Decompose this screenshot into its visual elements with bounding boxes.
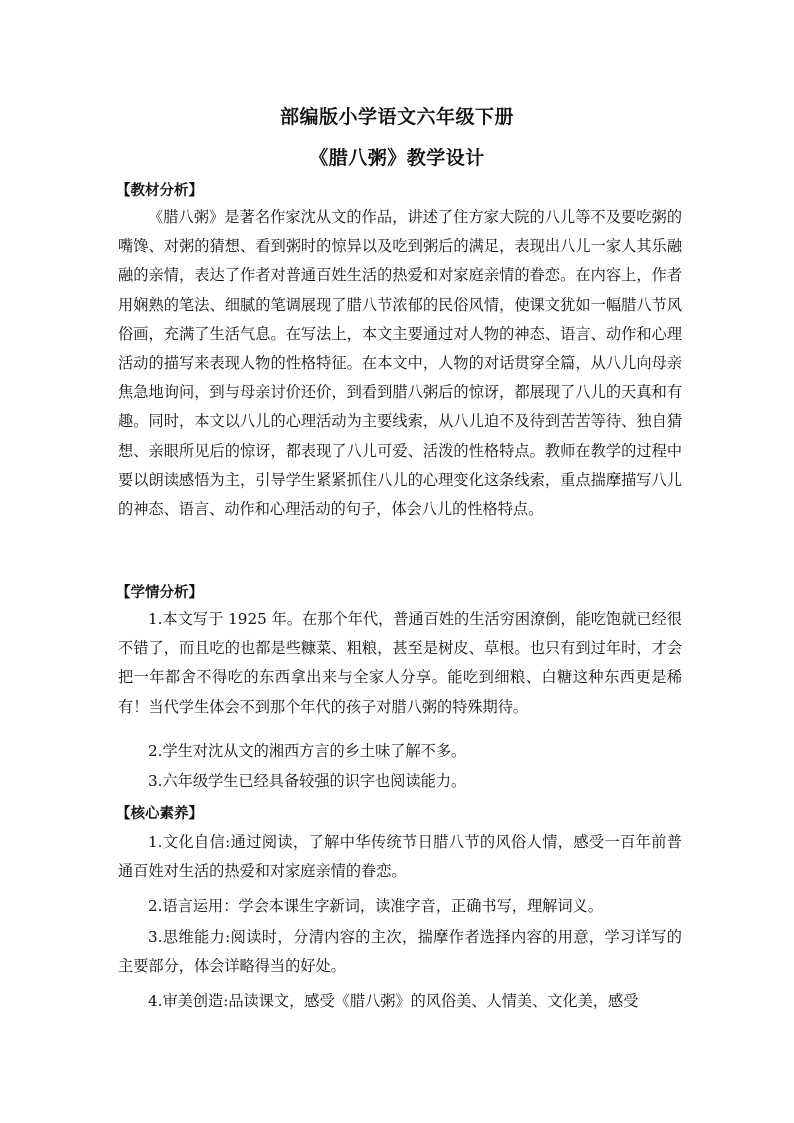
student-analysis-item-3: 3.六年级学生已经具备较强的识字也阅读能力。 — [148, 772, 467, 790]
document-subtitle: 《腊八粥》教学设计 — [309, 147, 485, 169]
student-analysis-item-2: 2.学生对沈从文的湘西方言的乡土味了解不多。 — [148, 742, 467, 760]
core-literacy-item-2: 2.语言运用：学会本课生字新词，读准字音，正确书写，理解词义。 — [148, 897, 603, 915]
section-heading-student-analysis: 【学情分析】 — [116, 585, 203, 601]
textbook-analysis-paragraph: 《腊八粥》是著名作家沈从文的作品，讲述了住方家大院的八儿等不及要吃粥的嘴馋、对粥的猜想、看到粥时的惊异以及吃到粥后的满足，表现出八儿一家人其乐融融的亲情，表达了作者对普通百姓生活的热爱和对家庭亲情的眷恋。在内容上，作者用娴熟的笔法、细腻的笔调展现了腊八节浓郁的民俗风情，使课文犹如一幅腊八节风俗画，充满了生活气息。在写法上，本文主要通过对人物的神态、语言、动作和心理活动的描写来表现人物的性格特征。在本文中，人物的对话贯穿全篇，从八儿向母亲焦急地询问，到与母亲讨价还价，到看到腊八粥后的惊讶，都展现了八儿的天真和有趣。同时，本文以八儿的心理活动为主要线索，从八儿迫不及待到苦苦等待、独自猜想、亲眼所见后的惊讶，都表现了八儿可爱、活泼的性格特点。教师在教学的过程中要以朗读感悟为主，引导学生紧紧抓住八儿的心理变化这条线索，重点揣摩描写八儿的神态、语言、动作和心理活动的句子，体会八儿的性格特点。 — [118, 208, 682, 519]
core-literacy-item-3: 3.思维能力:阅读时，分清内容的主次，揣摩作者选择内容的用意，学习详写的主要部分，体会详略得当的好处。 — [118, 928, 682, 976]
section-heading-core-literacy: 【核心素养】 — [116, 806, 203, 822]
core-literacy-item-4: 4.审美创造:品读课文，感受《腊八粥》的风俗美、人情美、文化美，感受 — [148, 992, 639, 1010]
student-analysis-item-1: 1.本文写于 1925 年。在那个年代，普通百姓的生活穷困潦倒，能吃饱就已经很不错了，而且吃的也都是些糠菜、粗粮，甚至是树皮、草根。也只有到过年时，才会把一年都舍不得吃的东西拿出来与全家人分享。能吃到细粮、白糖这种东西更是稀有！当代学生体会不到那个年代的孩子对腊八粥的特殊期待。 — [118, 610, 682, 716]
core-literacy-item-1: 1.文化自信:通过阅读，了解中华传统节日腊八节的风俗人情，感受一百年前普通百姓对生活的热爱和对家庭亲情的眷恋。 — [118, 833, 682, 881]
document-title: 部编版小学语文六年级下册 — [279, 106, 514, 128]
section-heading-textbook-analysis: 【教材分析】 — [116, 183, 203, 199]
